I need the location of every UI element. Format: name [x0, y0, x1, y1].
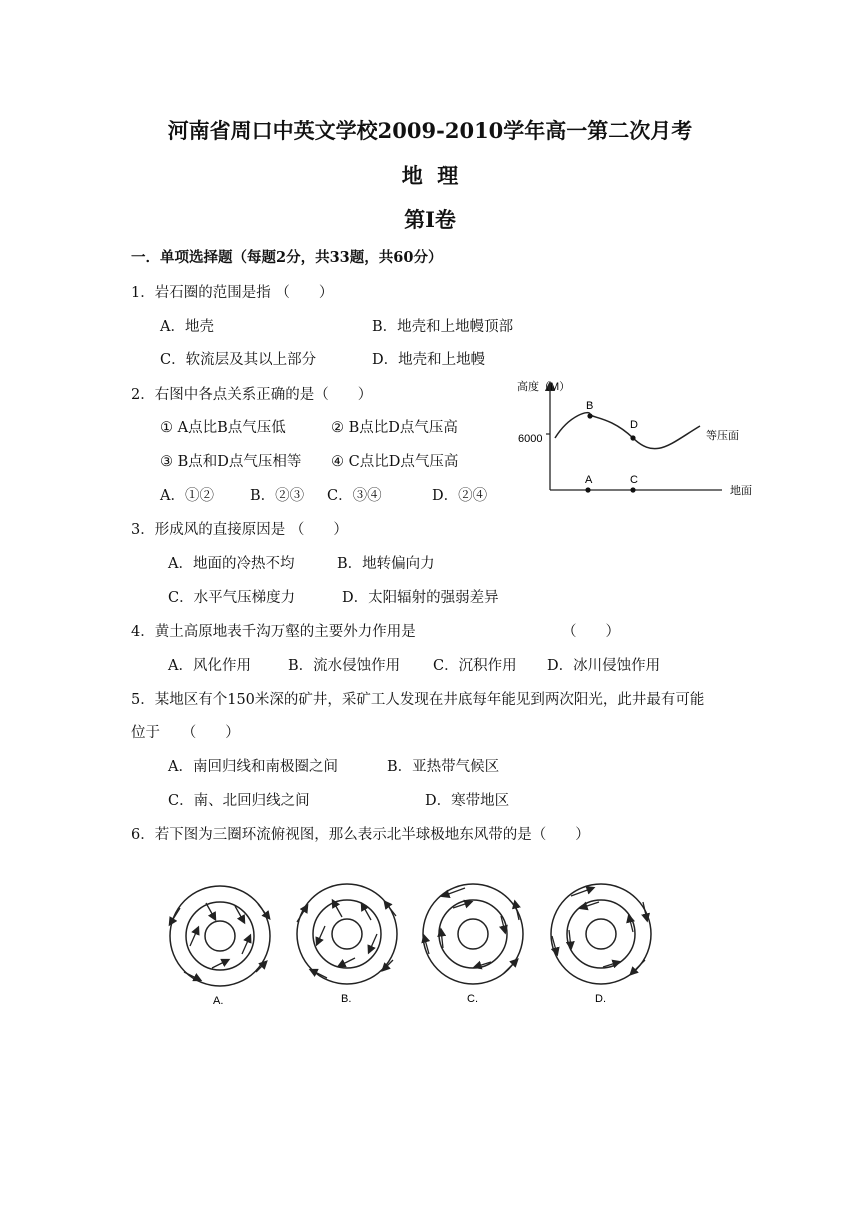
q2-option-c: C．③④ [327, 488, 382, 504]
q5-option-b: B．亚热带气候区 [387, 759, 500, 775]
q4-stem: 4．黄土高原地表千沟万壑的主要外力作用是 [131, 624, 416, 640]
point-d-label: D [630, 419, 638, 431]
circulation-figure-d [551, 884, 651, 984]
q5-option-c: C．南、北回归线之间 [168, 793, 310, 809]
ground-label: 地面 [730, 485, 752, 497]
y-axis-label: 高度（M） [517, 381, 571, 393]
q1-option-d: D．地壳和上地幔 [372, 352, 486, 368]
q2-option-a: A．①② [160, 488, 214, 504]
circulation-figure-b [297, 884, 397, 984]
q3-stem: 3．形成风的直接原因是 （ ） [131, 522, 348, 538]
q6-stem: 6．若下图为三圈环流俯视图，那么表示北半球极地东风带的是（ ） [131, 827, 590, 843]
q5-stem-line1: 5．某地区有个150米深的矿井，采矿工人发现在井底每年能见到两次阳光，此井最有可能 [131, 692, 705, 708]
q1-option-b: B．地壳和上地幔顶部 [372, 319, 514, 335]
q5-stem-line2: 位于 （ ） [131, 725, 240, 741]
section-heading: 一．单项选择题（每题2分，共33题，共60分） [131, 249, 443, 266]
q2-stem: 2．右图中各点关系正确的是（ ） [131, 387, 373, 403]
figure-label-a: A. [213, 995, 224, 1007]
tick-label: 6000 [518, 433, 543, 445]
q2-option-b: B．②③ [250, 488, 305, 504]
volume-title: 第Ⅰ卷 [404, 207, 456, 232]
point-b-label: B [586, 400, 594, 412]
q1-option-a: A．地壳 [160, 319, 214, 335]
figure-label-c: C. [467, 993, 478, 1005]
q4-option-a: A．风化作用 [168, 658, 251, 674]
circulation-figure-c [423, 884, 523, 984]
q4-option-c: C．沉积作用 [433, 658, 517, 674]
q4-bracket: （ ） [562, 624, 620, 640]
q3-option-a: A．地面的冷热不均 [168, 556, 295, 572]
q3-option-c: C．水平气压梯度力 [168, 590, 296, 606]
point-d-dot [630, 435, 635, 440]
q2-statement-2: ② B点比D点气压高 [331, 420, 458, 436]
circulation-figure-a [170, 886, 270, 986]
circulation-figures [150, 878, 670, 1008]
q5-option-a: A．南回归线和南极圈之间 [168, 759, 338, 775]
q2-statement-3: ③ B点和D点气压相等 [160, 454, 302, 470]
q5-option-d: D．寒带地区 [425, 793, 510, 809]
q2-statement-4: ④ C点比D点气压高 [331, 454, 459, 470]
isobar-figure [510, 372, 780, 502]
isobar-label: 等压面 [706, 430, 739, 442]
exam-title: 河南省周口中英文学校2009-2010学年高一第二次月考 [167, 118, 693, 143]
q3-option-b: B．地转偏向力 [337, 556, 435, 572]
q1-stem: 1．岩石圈的范围是指 （ ） [131, 285, 334, 301]
q2-option-d: D．②④ [432, 488, 488, 504]
point-c-dot [630, 487, 635, 492]
figure-label-b: B. [341, 993, 352, 1005]
q3-option-d: D．太阳辐射的强弱差异 [342, 590, 499, 606]
point-c-label: C [630, 474, 638, 486]
figure-label-d: D. [595, 993, 606, 1005]
q1-option-c: C．软流层及其以上部分 [160, 352, 317, 368]
isobar-curve [555, 413, 700, 449]
subject-title: 地 理 [401, 163, 459, 188]
point-a-dot [585, 487, 590, 492]
q2-statement-1: ① A点比B点气压低 [160, 420, 286, 436]
point-a-label: A [585, 474, 593, 486]
q4-option-b: B．流水侵蚀作用 [288, 658, 401, 674]
point-b-dot [587, 413, 592, 418]
q4-option-d: D．冰川侵蚀作用 [547, 658, 661, 674]
